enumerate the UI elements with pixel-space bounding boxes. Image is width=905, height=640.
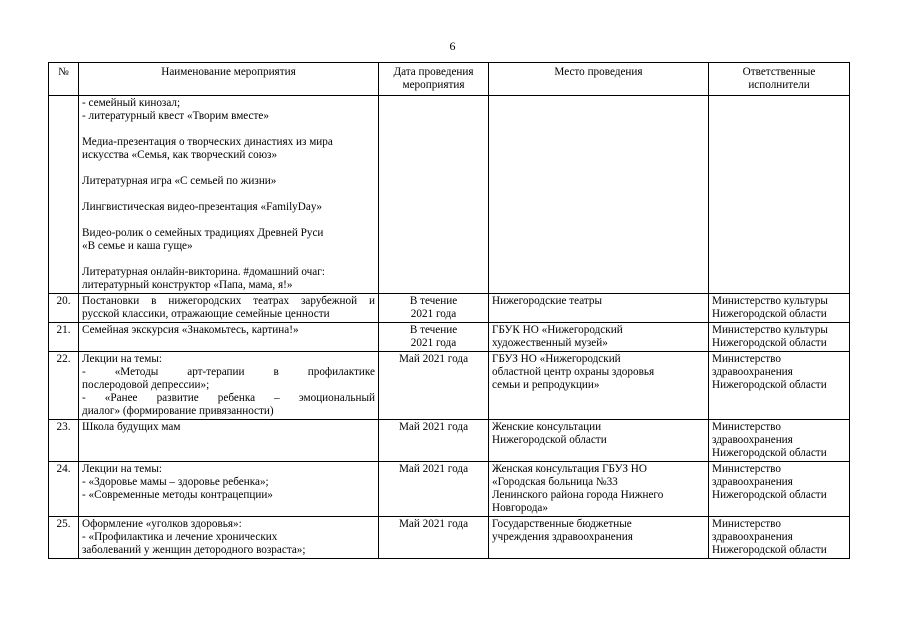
cell-name: [79, 352, 379, 420]
text-line: Нижегородской области: [712, 308, 827, 320]
cell-place: [489, 96, 709, 294]
header-place: Место проведения: [489, 63, 709, 96]
text-line: Министерство: [712, 421, 781, 433]
cell-place: [489, 517, 709, 559]
text-line: - «Ранее развитие ребенка – эмоциональный: [82, 392, 375, 404]
blank-line: [82, 123, 375, 136]
text-line: «В семье и каша гуще»: [82, 240, 193, 252]
text-line: Нижегородской области: [712, 489, 827, 501]
table-row: [49, 462, 850, 517]
cell-responsible: [709, 462, 850, 517]
cell-place: [489, 323, 709, 352]
page-number: 6: [449, 39, 456, 53]
text-line: Министерство: [712, 353, 781, 365]
text-line: «Городская больница №33: [492, 476, 618, 488]
cell-responsible: [709, 517, 850, 559]
cell-name: [79, 96, 379, 294]
text-line: Школа будущих мам: [82, 421, 181, 433]
text-line: Лекции на темы:: [82, 353, 162, 365]
cell-num: 23.: [49, 420, 79, 462]
text-line: литературный конструктор «Папа, мама, я!»: [82, 279, 293, 291]
text-line: Государственные бюджетные: [492, 518, 632, 530]
table-row: [49, 294, 850, 323]
text-line: диалог» (формирование привязанности): [82, 405, 274, 417]
text-line: Май 2021 года: [398, 421, 469, 433]
cell-place: [489, 420, 709, 462]
cell-num: 20.: [49, 294, 79, 323]
text-line: Литературная игра «С семьей по жизни»: [82, 175, 277, 187]
cell-place: [489, 352, 709, 420]
text-line: Медиа-презентация о творческих династиях из мира: [82, 136, 333, 148]
text-line: - «Профилактика и лечение хронических: [82, 531, 278, 543]
text-line: В течение: [409, 295, 458, 307]
cell-name: [79, 517, 379, 559]
text-line: семьи и репродукции»: [492, 379, 600, 391]
text-line: русской классики, отражающие семейные ценности: [82, 308, 330, 320]
text-line: художественный музей»: [492, 337, 608, 349]
text-line: Министерство культуры: [712, 295, 828, 307]
text-line: Женские консультации: [492, 421, 602, 433]
text-line: Май 2021 года: [398, 518, 469, 530]
text-line: - «Методы арт-терапии в профилактике: [82, 366, 375, 378]
header-responsible: Ответственные исполнители: [709, 63, 850, 96]
table-row: [49, 517, 850, 559]
text-line: Видео-ролик о семейных традициях Древней Руси: [82, 227, 324, 239]
text-line: Нижегородской области: [712, 447, 827, 459]
header-name: Наименование мероприятия: [79, 63, 379, 96]
blank-line: [82, 214, 375, 227]
text-line: Нижегородские театры: [492, 295, 603, 307]
cell-date: [379, 462, 489, 517]
cell-num: 24.: [49, 462, 79, 517]
text-line: 2021 года: [410, 308, 457, 320]
cell-date: [379, 517, 489, 559]
cell-date: [379, 323, 489, 352]
text-line: Оформление «уголков здоровья»:: [82, 518, 242, 530]
text-line: Нижегородской области: [712, 379, 827, 391]
cell-responsible: [709, 323, 850, 352]
cell-date: [379, 352, 489, 420]
header-num: №: [49, 63, 79, 96]
events-table: [48, 62, 850, 559]
cell-name: [79, 462, 379, 517]
cell-num: [49, 96, 79, 294]
text-line: ГБУЗ НО «Нижегородский: [492, 353, 621, 365]
text-line: здравоохранения: [712, 476, 793, 488]
text-line: Новгорода»: [492, 502, 548, 514]
text-line: Лингвистическая видео-презентация «FamilyDay»: [82, 201, 323, 213]
text-line: Постановки в нижегородских театрах зарубежной и: [82, 295, 375, 307]
text-line: Май 2021 года: [398, 353, 469, 365]
text-line: В течение: [409, 324, 458, 336]
text-line: искусства «Семья, как творческий союз»: [82, 149, 278, 161]
text-line: Нижегородской области: [492, 434, 607, 446]
cell-responsible: [709, 294, 850, 323]
cell-name: [79, 420, 379, 462]
text-line: Май 2021 года: [398, 463, 469, 475]
cell-num: 22.: [49, 352, 79, 420]
cell-responsible: [709, 352, 850, 420]
blank-line: [82, 188, 375, 201]
text-line: заболеваний у женщин детородного возраста»;: [82, 544, 306, 556]
cell-date: [379, 294, 489, 323]
text-line: - семейный кинозал;: [82, 97, 181, 109]
text-line: областной центр охраны здоровья: [492, 366, 655, 378]
cell-date: [379, 96, 489, 294]
text-line: Министерство: [712, 463, 781, 475]
cell-place: [489, 294, 709, 323]
text-line: 2021 года: [410, 337, 457, 349]
text-line: - литературный квест «Творим вместе»: [82, 110, 269, 122]
blank-line: [82, 162, 375, 175]
text-line: Нижегородской области: [712, 337, 827, 349]
header-date: Дата проведения мероприятия: [379, 63, 489, 96]
text-line: здравоохранения: [712, 366, 793, 378]
cell-responsible: [709, 420, 850, 462]
blank-line: [82, 253, 375, 266]
table-row: [49, 420, 850, 462]
table-row: [49, 352, 850, 420]
cell-place: [489, 462, 709, 517]
text-line: Министерство: [712, 518, 781, 530]
cell-num: 25.: [49, 517, 79, 559]
text-line: Ленинского района города Нижнего: [492, 489, 664, 501]
text-line: учреждения здравоохранения: [492, 531, 633, 543]
cell-name: [79, 323, 379, 352]
cell-name: [79, 294, 379, 323]
text-line: Женская консультация ГБУЗ НО: [492, 463, 647, 475]
text-line: Министерство культуры: [712, 324, 828, 336]
text-line: ГБУК НО «Нижегородский: [492, 324, 623, 336]
text-line: Литературная онлайн-викторина. #домашний очаг:: [82, 266, 325, 278]
text-line: Семейная экскурсия «Знакомьтесь, картина!»: [82, 324, 299, 336]
text-line: здравоохранения: [712, 434, 793, 446]
table-row: [49, 323, 850, 352]
text-line: Нижегородской области: [712, 544, 827, 556]
cell-num: 21.: [49, 323, 79, 352]
cell-responsible: [709, 96, 850, 294]
text-line: Лекции на темы:: [82, 463, 162, 475]
table-row-continued: [49, 96, 850, 294]
cell-date: [379, 420, 489, 462]
text-line: здравоохранения: [712, 531, 793, 543]
text-line: - «Современные методы контрацепции»: [82, 489, 273, 501]
table-header-row: [49, 63, 850, 96]
text-line: послеродовой депрессии»;: [82, 379, 210, 391]
text-line: - «Здоровье мамы – здоровье ребенка»;: [82, 476, 269, 488]
